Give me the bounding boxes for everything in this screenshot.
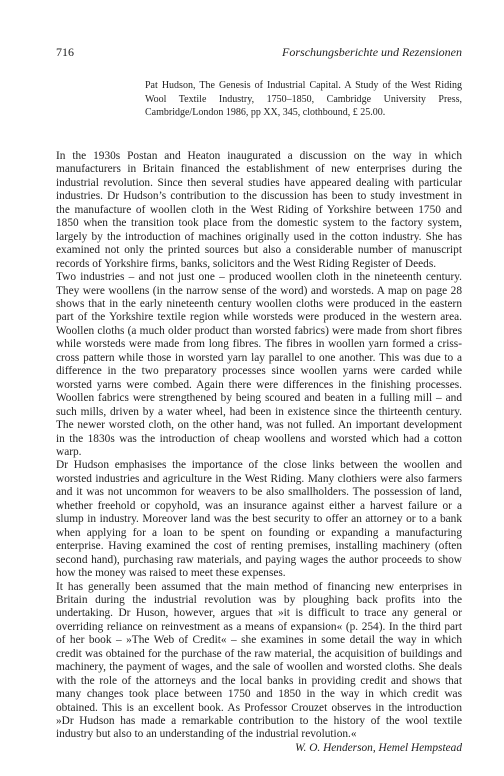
running-title: Forschungsberichte und Rezensionen [282,45,462,59]
paragraph: Two industries – and not just one – produced woollen cloth in the nineteenth century. They were woollens (in the narrow sense of the word) and worsteds. A map on page 28 shows that in the early nineteenth century woollen cloths were produced in the eastern part of the Yorkshire textile region while worsteds were produced in the western area. Woollen cloths (a much older product than worsted fabrics) were made from short fibres while worsteds were made from long fibres. The fibres in woollen yarn formed a criss-cross pattern while those in worsted yarn lay parallel to one another. This was due to a difference in the two preparatory processes since woollen yarns were carded while worsted yarns were combed. Again there were differences in the finishing processes. Woollen fabrics were strengthened by being scoured and beaten in a fulling mill – and such mills, driven by a water wheel, had been in existence since the thirteenth century. The newer worsted cloth, on the other hand, was not fulled. An important development in the 1830s was the introduction of cheap woollens and worsted which had a cotton warp. [56,271,462,458]
paragraph: In the 1930s Postan and Heaton inaugurated a discussion on the way in which manufacturers in Britain financed the establishment of new enterprises during the industrial revolution. Since then several studies have appeared dealing with particular industries. Dr Hudson’s contribution to the discussion has been to study investment in the manufacture of woollen cloth in the West Riding of Yorkshire between 1750 and 1850 when the transition took place from the domestic system to the factory system, largely by the introduction of machines originally used in the cotton industry. She has examined not only the printed sources but also a considerable number of manuscript records of Yorkshire firms, banks, solicitors and the West Riding Register of Deeds. [56,150,462,270]
paragraph: It has generally been assumed that the main method of financing new enterprises in Britain during the industrial revolution was by ploughing back profits into the undertaking. Dr Huson, however, argues that »it is difficult to trace any general or overriding reliance on reinvestment as a means of expansion« (p. 254). In the third part of her book – »The Web of Credit« – she examines in some detail the way in which credit was obtained for the purchase of the raw material, the acquisition of buildings and machinery, the payment of wages, and the sale of woollen and worsted cloths. She deals with the role of the attorneys and the local banks in providing credit and shows that many changes took place between 1750 and 1850 in the way in which credit was obtained. This is an excellent book. As Professor Crouzet observes in the introduction »Dr Hudson has made a remarkable contribution to the history of the wool textile industry but also to an understanding of the industrial revolution.« [56,580,462,741]
page-header [56,44,462,60]
reviewer-signature: W. O. Henderson, Hemel Hempstead [295,741,462,754]
book-citation: Pat Hudson, The Genesis of Industrial Capital. A Study of the West Riding Wool Textile Industry, 1750–1850, Cambridge University Press, Cambridge/London 1986, pp XX, 345, clothbound, £ 25.00. [145,80,462,118]
review-body [56,150,462,755]
page-number: 716 [56,45,74,59]
paragraph: Dr Hudson emphasises the importance of the close links between the woollen and worsted industries and agriculture in the West Riding. Many clothiers were also farmers and it was not uncommon for weavers to be also smallholders. The possession of land, whether freehold or copyhold, was an insurance against either a harvest failure or a slump in industry. Moreover land was the best security to offer an attorney or to a bank when applying for a loan to be spent on founding or expanding a manufacturing enterprise. Having examined the cost of renting premises, installing machinery (often second hand), purchasing raw materials, and paying wages the author proceeds to show how the money was raised to meet these expenses. [56,459,462,580]
